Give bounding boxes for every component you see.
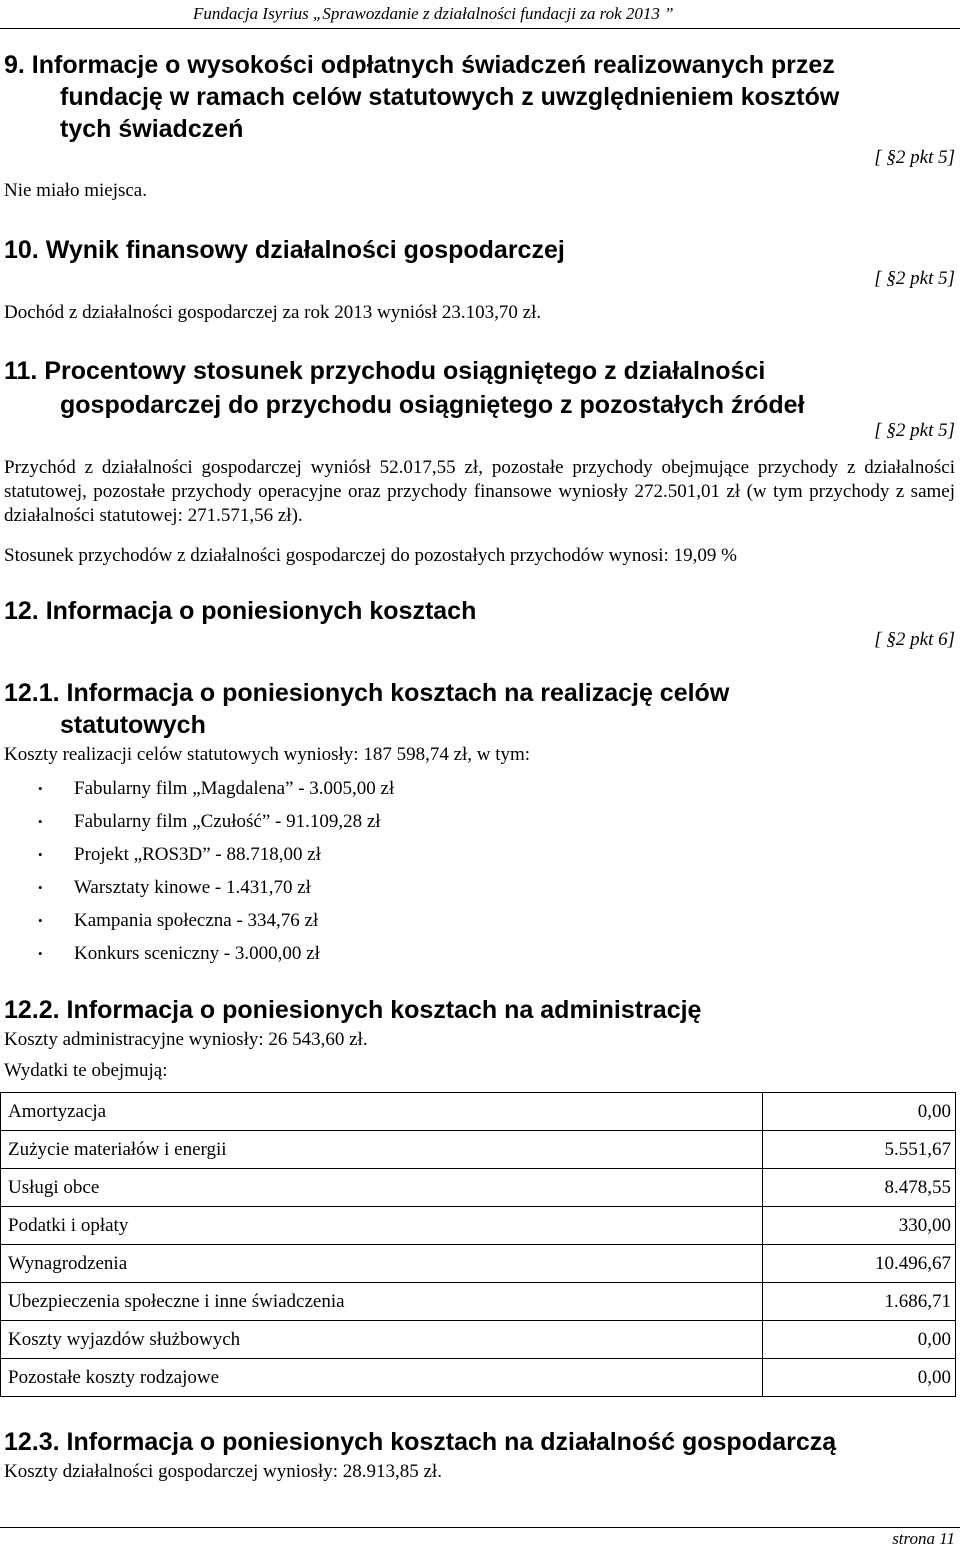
bullet-icon: • xyxy=(38,946,43,961)
cost-label: Amortyzacja xyxy=(1,1093,763,1131)
bullet-icon: • xyxy=(38,880,43,895)
section-11-ratio: Stosunek przychodów z działalności gospodarczej do pozostałych przychodów wynosi: 19,09 % xyxy=(4,545,737,566)
cost-label: Pozostałe koszty rodzajowe xyxy=(1,1359,763,1397)
section-9-title-line3: tych świadczeń xyxy=(60,115,244,143)
cost-value: 1.686,71 xyxy=(763,1283,956,1321)
cost-value: 330,00 xyxy=(763,1207,956,1245)
table-row xyxy=(1,1207,956,1245)
cost-value: 0,00 xyxy=(763,1321,956,1359)
section-9-ref: [ §2 pkt 5] xyxy=(874,147,955,168)
list-item: • Projekt „ROS3D” - 88.718,00 zł xyxy=(4,838,394,871)
cost-value: 0,00 xyxy=(763,1093,956,1131)
table-row xyxy=(1,1283,956,1321)
cost-value: 8.478,55 xyxy=(763,1169,956,1207)
section-12-title: 12. Informacja o poniesionych kosztach xyxy=(4,597,477,625)
section-12-2-title: 12.2. Informacja o poniesionych kosztach na administrację xyxy=(4,996,702,1024)
cost-value: 10.496,67 xyxy=(763,1245,956,1283)
table-row xyxy=(1,1093,956,1131)
section-12-1-title-line2: statutowych xyxy=(60,711,206,739)
list-item: • Konkurs sceniczny - 3.000,00 zł xyxy=(4,937,394,970)
cost-label: Wynagrodzenia xyxy=(1,1245,763,1283)
table-row xyxy=(1,1131,956,1169)
section-10-ref: [ §2 pkt 5] xyxy=(874,268,955,289)
section-11-title-line2: gospodarczej do przychodu osiągniętego z pozostałych źródeł xyxy=(60,391,805,419)
section-10-title: 10. Wynik finansowy działalności gospodarczej xyxy=(4,236,565,264)
section-12-1-intro: Koszty realizacji celów statutowych wyniosły: 187 598,74 zł, w tym: xyxy=(4,744,531,765)
cost-value: 0,00 xyxy=(763,1359,956,1397)
list-item: • Fabularny film „Czułość” - 91.109,28 zł xyxy=(4,805,394,838)
section-9-text: Nie miało miejsca. xyxy=(4,180,147,201)
page-number: strona 11 xyxy=(892,1529,955,1548)
section-12-1-title-line1: 12.1. Informacja o poniesionych kosztach na realizację celów xyxy=(4,679,730,707)
cost-label: Ubezpieczenia społeczne i inne świadczenia xyxy=(1,1283,763,1321)
table-row xyxy=(1,1359,956,1397)
running-header: Fundacja Isyrius „Sprawozdanie z działalności fundacji za rok 2013 ” xyxy=(193,4,674,23)
section-9-title-line1: 9. Informacje o wysokości odpłatnych świadczeń realizowanych przez xyxy=(4,51,835,79)
table-row xyxy=(1,1321,956,1359)
section-11-title-line1: 11. Procentowy stosunek przychodu osiągniętego z działalności xyxy=(4,357,766,385)
section-12-3-text: Koszty działalności gospodarczej wyniosły: 28.913,85 zł. xyxy=(4,1461,442,1482)
bullet-icon: • xyxy=(38,847,43,862)
section-11-paragraph: Przychód z działalności gospodarczej wyniósł 52.017,55 zł, pozostałe przychody obejmujące przychody z działalności statutowej, pozostałe przychody operacyjne oraz przychody finansowe wyniosły 272.501,01 zł (w tym przychody z samej działalności statutowej: 271.571,56 zł). xyxy=(4,457,955,526)
section-10-text: Dochód z działalności gospodarczej za rok 2013 wyniósł 23.103,70 zł. xyxy=(4,302,542,323)
cost-label: Zużycie materiałów i energii xyxy=(1,1131,763,1169)
cost-value: 5.551,67 xyxy=(763,1131,956,1169)
statutory-costs-list xyxy=(4,772,394,970)
bullet-icon: • xyxy=(38,913,43,928)
section-11-ref: [ §2 pkt 5] xyxy=(874,420,955,441)
list-item: • Warsztaty kinowe - 1.431,70 zł xyxy=(4,871,394,904)
list-item: • Kampania społeczna - 334,76 zł xyxy=(4,904,394,937)
section-12-ref: [ §2 pkt 6] xyxy=(874,629,955,650)
bullet-icon: • xyxy=(38,814,43,829)
cost-label: Koszty wyjazdów służbowych xyxy=(1,1321,763,1359)
header-rule xyxy=(0,28,960,29)
section-12-2-total: Koszty administracyjne wyniosły: 26 543,60 zł. xyxy=(4,1029,368,1050)
table-row xyxy=(1,1169,956,1207)
cost-label: Usługi obce xyxy=(1,1169,763,1207)
section-9-title-line2: fundację w ramach celów statutowych z uwzględnieniem kosztów xyxy=(60,83,840,111)
table-row xyxy=(1,1245,956,1283)
admin-costs-table xyxy=(0,1092,956,1397)
footer-rule xyxy=(0,1527,960,1528)
bullet-icon: • xyxy=(38,781,43,796)
list-item: • Fabularny film „Magdalena” - 3.005,00 zł xyxy=(4,772,394,805)
cost-label: Podatki i opłaty xyxy=(1,1207,763,1245)
section-12-2-intro: Wydatki te obejmują: xyxy=(4,1060,168,1081)
section-12-3-title: 12.3. Informacja o poniesionych kosztach na działalność gospodarczą xyxy=(4,1428,837,1456)
